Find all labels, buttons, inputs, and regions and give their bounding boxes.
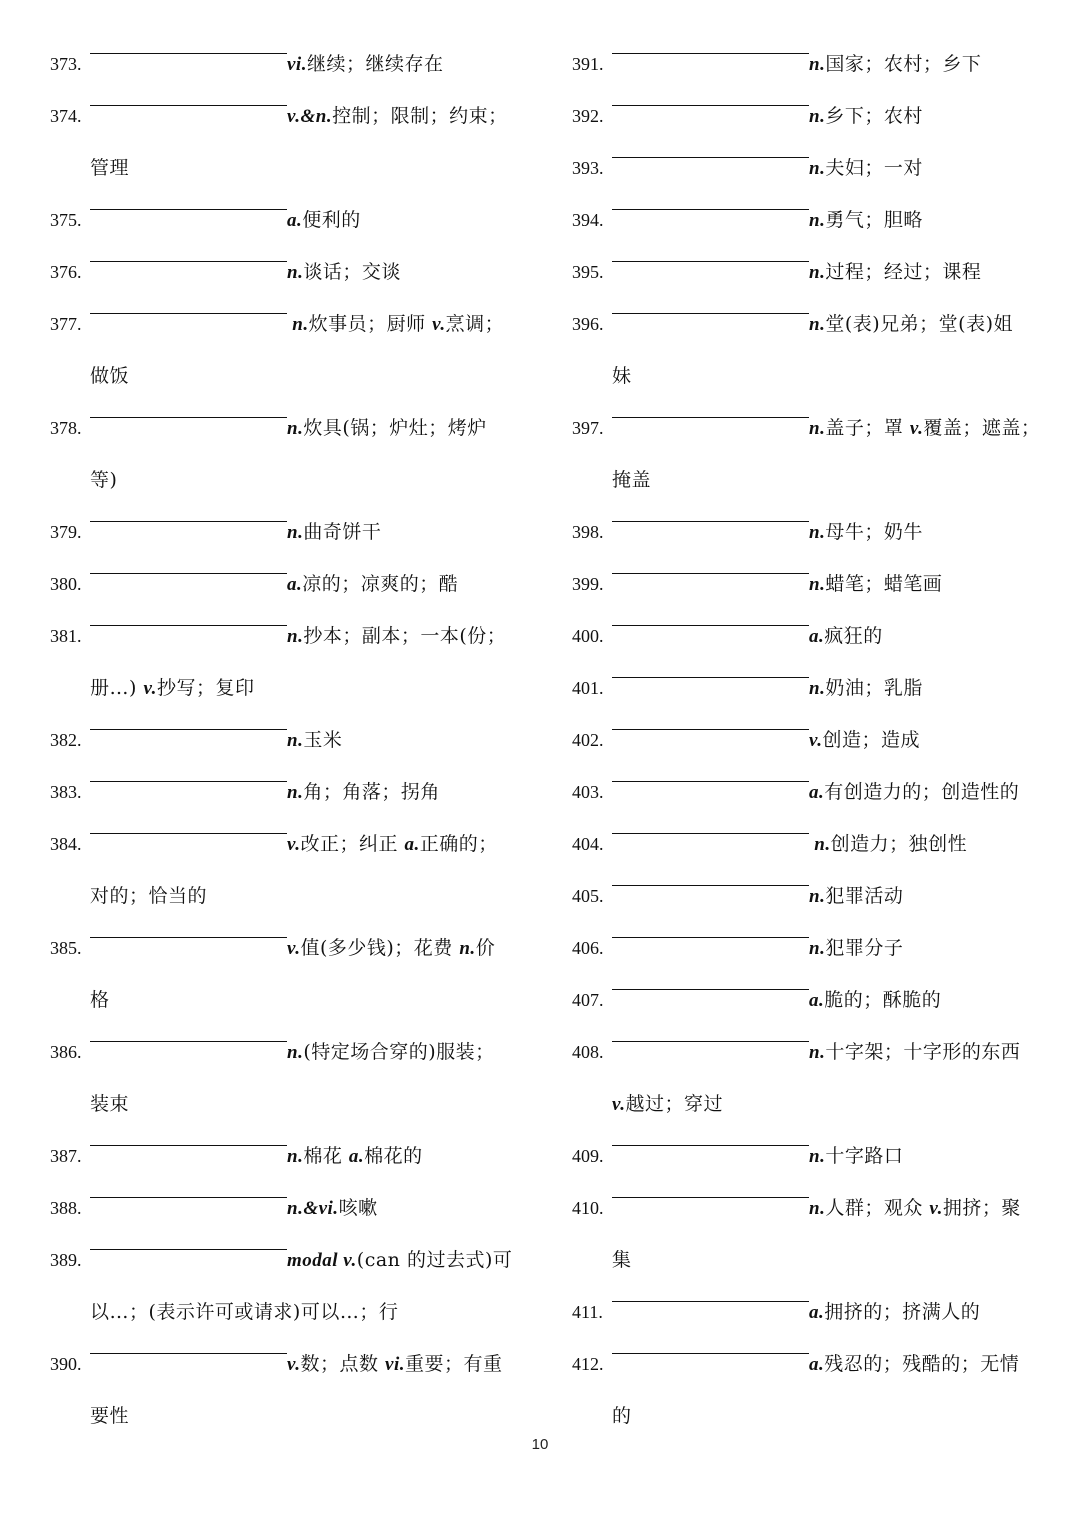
vocab-entry	[572, 818, 1042, 870]
vocab-entry	[572, 506, 1042, 558]
definition-text: 盖子；罩	[825, 417, 910, 439]
definition-text: 夫妇；一对	[825, 157, 923, 179]
definition-text: 装束	[90, 1093, 130, 1115]
entry-number: 393.	[572, 158, 604, 178]
vocab-entry	[50, 610, 520, 662]
vocab-entry	[572, 922, 1042, 974]
definition-text: 乡下；农村	[825, 105, 923, 127]
entry-number: 376.	[50, 262, 82, 282]
vocab-entry	[50, 1338, 520, 1390]
part-of-speech: n.	[809, 574, 826, 595]
answer-blank[interactable]	[612, 572, 809, 574]
entry-number: 385.	[50, 938, 82, 958]
part-of-speech: a.	[809, 990, 825, 1011]
definition-text: 勇气；胆略	[825, 209, 923, 231]
answer-blank[interactable]	[612, 156, 809, 158]
definition-text: 对的；恰当的	[90, 885, 208, 907]
definition-text: (can 的过去式)可	[356, 1249, 513, 1271]
answer-blank[interactable]	[90, 1352, 287, 1354]
part-of-speech: n.	[287, 626, 304, 647]
answer-blank[interactable]	[90, 520, 287, 522]
part-of-speech: n.	[809, 938, 826, 959]
definition-text: 曲奇饼干	[303, 521, 382, 543]
part-of-speech: v.	[287, 834, 301, 855]
part-of-speech: n.	[809, 1042, 826, 1063]
definition-text: 有创造力的；创造性的	[824, 781, 1020, 803]
vocab-entry	[50, 402, 520, 454]
part-of-speech: n.&vi.	[287, 1198, 339, 1219]
part-of-speech: n.	[287, 418, 304, 439]
answer-blank[interactable]	[90, 1196, 287, 1198]
definition-text: 棉花的	[364, 1145, 423, 1167]
vocab-entry	[572, 610, 1042, 662]
definition-text: 掩盖	[612, 469, 652, 491]
entry-number: 404.	[572, 834, 604, 854]
definition-text: 谈话；交谈	[303, 261, 401, 283]
answer-blank[interactable]	[90, 52, 287, 54]
answer-blank[interactable]	[612, 676, 809, 678]
definition-text: 抄写；复印	[156, 677, 255, 699]
entry-number: 412.	[572, 1354, 604, 1374]
entry-number: 380.	[50, 574, 82, 594]
vocab-entry-continuation	[50, 350, 520, 402]
answer-blank[interactable]	[612, 936, 809, 938]
part-of-speech: a.	[404, 834, 420, 855]
answer-blank[interactable]	[612, 1144, 809, 1146]
answer-blank[interactable]	[612, 520, 809, 522]
definition-text: 以…；(表示许可或请求)可以…；行	[90, 1301, 399, 1323]
definition-text: 角；角落；拐角	[303, 781, 440, 803]
vocab-entry-continuation	[572, 454, 1042, 506]
vocab-entry	[50, 818, 520, 870]
part-of-speech: v.	[909, 418, 924, 439]
definition-text: 的	[612, 1405, 632, 1427]
answer-blank[interactable]	[90, 1248, 287, 1250]
answer-blank[interactable]	[90, 260, 287, 262]
definition-text: 人群；观众	[825, 1197, 930, 1219]
answer-blank[interactable]	[612, 1352, 809, 1354]
part-of-speech: a.	[287, 210, 303, 231]
part-of-speech: a.	[809, 782, 825, 803]
vocab-entry	[50, 558, 520, 610]
definition-text: (特定场合穿的)服装；	[303, 1041, 495, 1063]
vocab-entry	[50, 246, 520, 298]
part-of-speech: n.	[287, 262, 304, 283]
part-of-speech: v.	[287, 938, 301, 959]
part-of-speech: n.	[809, 678, 826, 699]
answer-blank[interactable]	[90, 312, 287, 314]
entry-number: 400.	[572, 626, 604, 646]
entry-number: 408.	[572, 1042, 604, 1062]
answer-blank[interactable]	[612, 624, 809, 626]
entry-number: 386.	[50, 1042, 82, 1062]
entry-number: 405.	[572, 886, 604, 906]
definition-text: 覆盖；遮盖；	[923, 417, 1041, 439]
vocab-entry	[572, 38, 1042, 90]
definition-text: 价	[475, 937, 496, 959]
part-of-speech: n.	[809, 1146, 826, 1167]
part-of-speech: n.	[459, 938, 476, 959]
definition-text: 正确的；	[419, 833, 498, 855]
definition-text: 蜡笔；蜡笔画	[825, 573, 943, 595]
answer-blank[interactable]	[90, 832, 287, 834]
entry-number: 391.	[572, 54, 604, 74]
entry-number: 394.	[572, 210, 604, 230]
vocab-entry-continuation	[50, 870, 520, 922]
page-number: 10	[531, 1436, 549, 1453]
part-of-speech: n.	[287, 730, 304, 751]
definition-text: 妹	[612, 365, 632, 387]
part-of-speech: n.	[809, 210, 826, 231]
entry-number: 389.	[50, 1250, 82, 1270]
answer-blank[interactable]	[612, 884, 809, 886]
entry-number: 382.	[50, 730, 82, 750]
answer-blank[interactable]	[90, 1040, 287, 1042]
part-of-speech: n.	[809, 522, 826, 543]
answer-blank[interactable]	[90, 572, 287, 574]
part-of-speech: n.	[809, 886, 826, 907]
answer-blank[interactable]	[90, 728, 287, 730]
entry-number: 396.	[572, 314, 604, 334]
definition-text: 创造力；独创性	[830, 833, 968, 855]
answer-blank[interactable]	[90, 208, 287, 210]
answer-blank[interactable]	[90, 780, 287, 782]
part-of-speech: modal v.	[287, 1250, 357, 1271]
definition-text: 创造；造成	[822, 729, 920, 751]
vocab-entry	[572, 1338, 1042, 1390]
definition-text: 十字路口	[825, 1145, 904, 1167]
vocab-entry	[50, 194, 520, 246]
vocab-entry	[50, 1234, 520, 1286]
answer-blank[interactable]	[90, 416, 287, 418]
definition-text: 炊事员；厨师	[308, 313, 433, 335]
definition-text: 烹调；	[445, 313, 505, 335]
vocab-entry	[572, 662, 1042, 714]
definition-text: 脆的；酥脆的	[824, 989, 942, 1011]
definition-text: 集	[612, 1249, 632, 1271]
vocab-entry	[50, 766, 520, 818]
answer-blank[interactable]	[612, 1196, 809, 1198]
definition-text: 值(多少钱)；花费	[300, 937, 460, 959]
definition-text: 玉米	[303, 729, 343, 751]
vocab-entry	[572, 1182, 1042, 1234]
definition-text: 拥挤的；挤满人的	[824, 1301, 981, 1323]
entry-number: 374.	[50, 106, 82, 126]
part-of-speech: n.	[287, 1146, 304, 1167]
definition-text: 控制；限制；约束；	[332, 105, 508, 127]
answer-blank[interactable]	[612, 1300, 809, 1302]
entry-number: 401.	[572, 678, 604, 698]
vocab-entry	[572, 402, 1042, 454]
vocab-entry	[50, 298, 520, 350]
entry-number: 388.	[50, 1198, 82, 1218]
definition-text: 犯罪分子	[825, 937, 904, 959]
part-of-speech: v.	[143, 678, 157, 699]
answer-blank[interactable]	[90, 104, 287, 106]
part-of-speech: n.	[809, 834, 831, 855]
part-of-speech: v.&n.	[287, 106, 333, 127]
answer-blank[interactable]	[612, 988, 809, 990]
vocab-entry	[572, 558, 1042, 610]
answer-blank[interactable]	[90, 624, 287, 626]
definition-text: 拥挤；聚	[942, 1197, 1021, 1219]
entry-number: 379.	[50, 522, 82, 542]
answer-blank[interactable]	[612, 312, 809, 314]
part-of-speech: v.	[287, 1354, 301, 1375]
entry-number: 378.	[50, 418, 82, 438]
vocab-entry	[50, 1130, 520, 1182]
vocab-entry	[572, 870, 1042, 922]
vocab-entry-continuation	[572, 1234, 1042, 1286]
definition-text: 十字架；十字形的东西	[825, 1041, 1021, 1063]
vocab-entry	[50, 714, 520, 766]
entry-number: 383.	[50, 782, 82, 802]
part-of-speech: v.	[612, 1094, 626, 1115]
answer-blank[interactable]	[612, 832, 809, 834]
vocab-entry	[572, 1286, 1042, 1338]
vocab-entry	[572, 1130, 1042, 1182]
vocab-entry	[572, 1026, 1042, 1078]
vocab-entry	[50, 1182, 520, 1234]
vocab-entry	[572, 766, 1042, 818]
vocab-entry	[50, 922, 520, 974]
vocab-entry-continuation	[50, 1286, 520, 1338]
answer-blank[interactable]	[90, 936, 287, 938]
answer-blank[interactable]	[612, 52, 809, 54]
entry-number: 403.	[572, 782, 604, 802]
definition-text: 数；点数	[300, 1353, 386, 1375]
part-of-speech: n.	[287, 782, 304, 803]
definition-text: 犯罪活动	[825, 885, 904, 907]
entry-number: 397.	[572, 418, 604, 438]
definition-text: 抄本；副本；一本(份；	[303, 625, 507, 647]
entry-number: 402.	[572, 730, 604, 750]
part-of-speech: a.	[809, 1354, 825, 1375]
entry-number: 377.	[50, 314, 82, 334]
answer-blank[interactable]	[612, 416, 809, 418]
part-of-speech: a.	[809, 626, 825, 647]
definition-text: 等)	[90, 469, 118, 491]
part-of-speech: n.	[809, 418, 826, 439]
entry-number: 409.	[572, 1146, 604, 1166]
entry-number: 395.	[572, 262, 604, 282]
vocab-entry-continuation	[50, 454, 520, 506]
definition-text: 格	[90, 989, 110, 1011]
vocab-entry	[572, 90, 1042, 142]
part-of-speech: n.	[809, 262, 826, 283]
entry-number: 387.	[50, 1146, 82, 1166]
part-of-speech: n.	[287, 314, 309, 335]
definition-text: 重要；有重	[405, 1353, 503, 1375]
vocab-entry-continuation	[572, 350, 1042, 402]
part-of-speech: n.	[809, 106, 826, 127]
part-of-speech: vi.	[287, 54, 307, 75]
definition-text: 堂(表)兄弟；堂(表)姐	[825, 313, 1013, 335]
vocab-entry-continuation	[50, 142, 520, 194]
part-of-speech: a.	[287, 574, 303, 595]
entry-number: 381.	[50, 626, 82, 646]
part-of-speech: n.	[287, 1042, 304, 1063]
entry-number: 392.	[572, 106, 604, 126]
definition-text: 继续；继续存在	[306, 53, 444, 75]
vocab-entry	[50, 38, 520, 90]
part-of-speech: n.	[287, 522, 304, 543]
answer-blank[interactable]	[612, 104, 809, 106]
entry-number: 398.	[572, 522, 604, 542]
definition-text: 过程；经过；课程	[825, 261, 982, 283]
definition-text: 越过；穿过	[625, 1093, 723, 1115]
definition-text: 炊具(锅；炉灶；烤炉	[303, 417, 487, 439]
answer-blank[interactable]	[612, 208, 809, 210]
entry-number: 390.	[50, 1354, 82, 1374]
entry-number: 375.	[50, 210, 82, 230]
answer-blank[interactable]	[612, 260, 809, 262]
right-column	[572, 38, 1042, 1442]
vocab-entry	[572, 194, 1042, 246]
vocab-entry	[572, 298, 1042, 350]
part-of-speech: a.	[348, 1146, 365, 1167]
part-of-speech: vi.	[385, 1354, 405, 1375]
vocab-entry-continuation	[572, 1390, 1042, 1442]
entry-number: 407.	[572, 990, 604, 1010]
definition-text: 疯狂的	[824, 625, 883, 647]
vocab-entry	[572, 974, 1042, 1026]
vocab-entry-continuation	[572, 1078, 1042, 1130]
answer-blank[interactable]	[612, 780, 809, 782]
part-of-speech: v.	[929, 1198, 943, 1219]
entry-number: 384.	[50, 834, 82, 854]
vocab-entry-continuation	[50, 974, 520, 1026]
vocab-entry	[572, 246, 1042, 298]
left-column	[50, 38, 520, 1442]
vocab-entry-continuation	[50, 662, 520, 714]
entry-number: 410.	[572, 1198, 604, 1218]
part-of-speech: n.	[809, 158, 826, 179]
vocab-entry	[572, 142, 1042, 194]
entry-number: 406.	[572, 938, 604, 958]
vocab-entry	[50, 506, 520, 558]
definition-text: 残忍的；残酷的；无情	[824, 1353, 1020, 1375]
definition-text: 改正；纠正	[300, 833, 405, 855]
definition-text: 管理	[90, 157, 130, 179]
answer-blank[interactable]	[612, 1040, 809, 1042]
definition-text: 棉花	[303, 1145, 349, 1167]
part-of-speech: n.	[809, 314, 826, 335]
entry-number: 373.	[50, 54, 82, 74]
entry-number: 399.	[572, 574, 604, 594]
part-of-speech: n.	[809, 54, 826, 75]
definition-text: 便利的	[302, 209, 361, 231]
definition-text: 要性	[90, 1405, 130, 1427]
vocab-entry	[50, 1026, 520, 1078]
answer-blank[interactable]	[612, 728, 809, 730]
definition-text: 咳嗽	[338, 1197, 378, 1219]
vocab-entry	[572, 714, 1042, 766]
part-of-speech: n.	[809, 1198, 826, 1219]
part-of-speech: v.	[432, 314, 446, 335]
entry-number: 411.	[572, 1302, 603, 1322]
vocab-entry-continuation	[50, 1078, 520, 1130]
vocab-entry	[50, 90, 520, 142]
definition-text: 做饭	[90, 365, 130, 387]
answer-blank[interactable]	[90, 1144, 287, 1146]
vocab-entry-continuation	[50, 1390, 520, 1442]
definition-text: 凉的；凉爽的；酷	[302, 573, 459, 595]
definition-text: 国家；农村；乡下	[825, 53, 982, 75]
part-of-speech: a.	[809, 1302, 825, 1323]
definition-text: 母牛；奶牛	[825, 521, 923, 543]
part-of-speech: v.	[809, 730, 823, 751]
definition-text: 册…)	[90, 677, 144, 699]
definition-text: 奶油；乳脂	[825, 677, 923, 699]
